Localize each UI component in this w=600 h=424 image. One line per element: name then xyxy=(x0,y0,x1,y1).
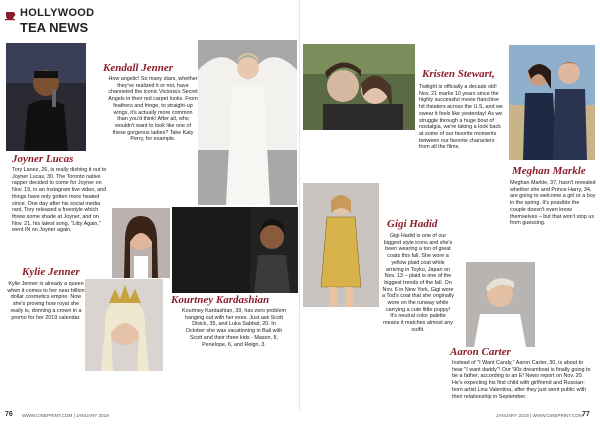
meghan-markle-photo xyxy=(509,45,595,160)
right-footer-text: JANUARY 2019 | WWW.CINEPRINT.COM xyxy=(496,413,583,418)
logo-line1: HOLLYWOOD xyxy=(20,7,95,19)
hollywood-tea-news-logo xyxy=(4,4,114,38)
left-page-number: 76 xyxy=(5,411,13,418)
meghan-markle-name: Meghan Markle xyxy=(512,165,586,177)
kristen-stewart-name: Kristen Stewart, xyxy=(422,68,495,80)
joyner-lucas-text: Tory Lanez, 26, is really dishing it out to Joyner Lucas, 30. The Toronto native rapper decided to come for Joyner on Nov. 19, in an Instagram live video, and things have only gotten more heated since. One day after his social media rant, Tory released a freestyle which threw some shade at Joyner, and on Nov. 21, his latest song, "Litty Again," went IN on Joyner again. xyxy=(12,167,107,234)
joyner-lucas-photo xyxy=(6,43,86,151)
gigi-hadid-name: Gigi Hadid xyxy=(387,218,438,230)
kristen-stewart-photo xyxy=(303,44,415,130)
page-gutter xyxy=(299,0,300,411)
kylie-jenner-text: Kylie Jenner is already a queen when it comes to her near billion dollar cosmetics empire. Now she's proving how royal she really is, donning a crown in a promo for her 2019 calendar. xyxy=(7,281,85,321)
aaron-carter-photo xyxy=(466,262,535,347)
meghan-markle-text: Meghan Markle, 37, hasn't revealed whether she and Prince Harry, 34, are going to welcome a girl or a boy in the spring. It's possible the couple doesn't even know themselves – but that won't stop us from guessing. xyxy=(510,180,596,227)
aaron-carter-text: Instead of "I Want Candy," Aaron Carter, 30, is about to hear "I want daddy"! Our '90s dreamboat is finally going to be a father, according to an E! News report on Nov. 20. He's expecting his first child with girlfriend and Russian-born artist Lina Valentina, after they just went public with their relationship in September. xyxy=(452,360,591,400)
joyner-lucas-name: Joyner Lucas xyxy=(12,153,74,165)
kylie-jenner-photo xyxy=(85,279,163,371)
kristen-stewart-text: Twilight is officially a decade old! Nov. 21 marks 10 years since the highly successful movie franchise hit theaters across the U.S. and we swear it feels like yesterday! As we struggle through a huge bout of nostalgia, we're taking a look back at some of our favorite moments between our favorite characters from all the films. xyxy=(419,84,503,151)
teacup-icon xyxy=(4,7,18,21)
logo-line2: TEA NEWS xyxy=(20,20,89,35)
gigi-hadid-text: Gigi Hadid is one of our biggest style icons and she's been wearing a ton of great coats this fall. She wore a yellow plaid coat while arriving in Toyko, Japan on Nov. 13 – plaid is one of the biggest trends of the fall. On Nov. 6 in New York, Gigi wore a Tod's coat that she originally wore on the runway while carrying a cute little puppy! It's neutral color palette means it matches almost any outfit. xyxy=(382,233,454,333)
kendall-jenner-photo xyxy=(198,40,297,205)
kylie-jenner-name: Kylie Jenner xyxy=(22,266,80,278)
kendall-jenner-text: How angelic! So many stars, whether they've realized it or not, have channeled the iconic Victoria's Secret Angels in their red carpet looks. From feathers and fringe, to straight-up wings, it's actually more common than you'd think! After all, who wouldn't want to look like one of these gorgeous ladies? Take Katy Perry, for example. xyxy=(108,76,198,143)
right-page-number: 77 xyxy=(582,411,590,418)
aaron-carter-name: Aaron Carter xyxy=(450,346,511,358)
kourtney-kardashian-text: Kourtney Kardashian, 39, has zero problem hanging out with her exes. Just ask Scott Disick, 35, and Luka Sabbat, 20. In October she was vacationing in Bali with Scott and their three kids - Mason, 8, Penelope, 6, and Reign, 3. xyxy=(182,308,286,348)
left-footer-text: WWW.CINEPRINT.COM | JANUARY 2019 xyxy=(22,413,109,418)
gigi-hadid-photo xyxy=(303,183,379,307)
kendall-jenner-name: Kendall Jenner xyxy=(103,62,173,74)
kourtney-kardashian-name: Kourtney Kardashian xyxy=(171,294,270,306)
madison-beer-photo xyxy=(112,208,170,278)
luka-sabbat-photo xyxy=(250,207,298,293)
